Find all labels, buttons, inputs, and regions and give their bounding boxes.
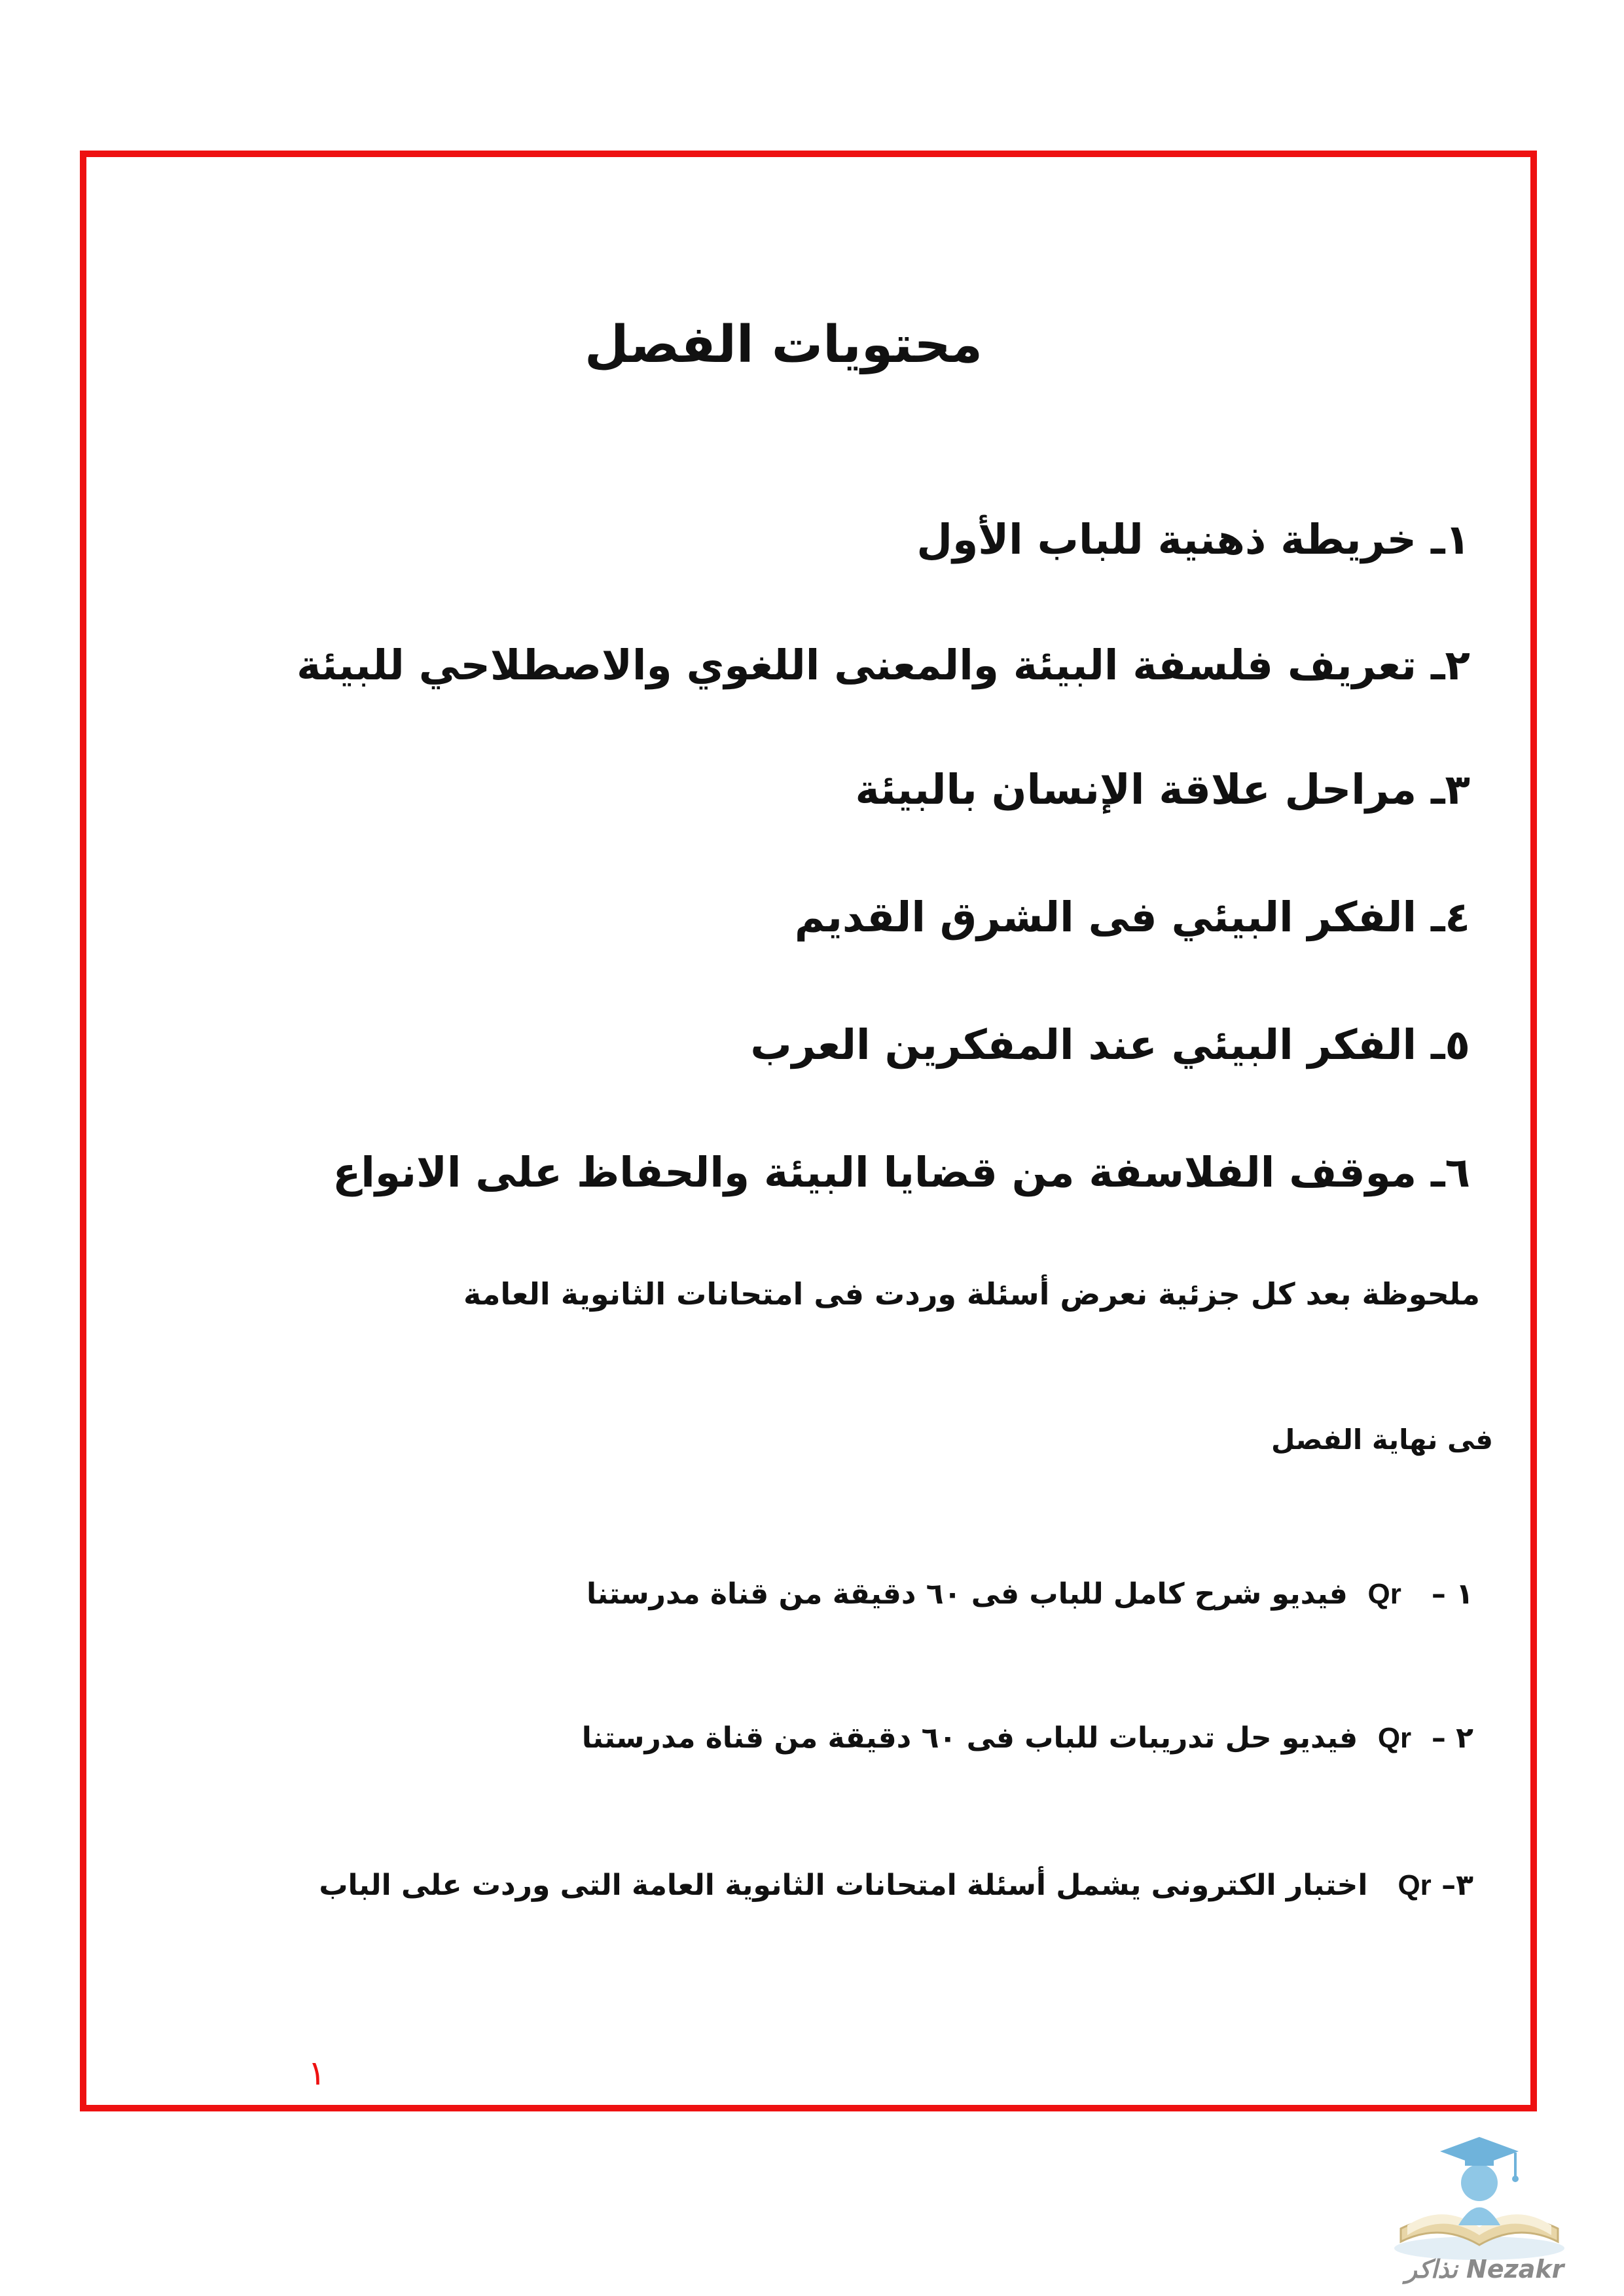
qr-code-label: Qr [1398, 1869, 1432, 1901]
contents-item-6: ٦ـ موقف الفلاسفة من قضايا البيئة والحفاظ على الانواع [333, 1149, 1470, 1196]
qr-item-2 [582, 1721, 1473, 1755]
qr-item-text: فيديو شرح كامل للباب فى ٦٠ دقيقة من قناة مدرستنا [586, 1577, 1348, 1611]
qr-code-label: Qr [1377, 1722, 1412, 1754]
contents-item-1: ١ـ خريطة ذهنية للباب الأول [916, 516, 1470, 564]
contents-item-2: ٢ـ تعريف فلسفة البيئة والمعنى اللغوي والاصطلاحي للبيئة [297, 641, 1470, 689]
qr-code-label: Qr [1367, 1578, 1401, 1610]
qr-item-text: فيديو حل تدريبات للباب فى ٦٠ دقيقة من قناة مدرستنا [581, 1721, 1358, 1755]
contents-item-4: ٤ـ الفكر البيئي فى الشرق القديم [794, 893, 1470, 941]
qr-item-number: ١ – [1431, 1577, 1473, 1611]
watermark-text: نذاكر Nezakr [1405, 2255, 1564, 2284]
qr-item-text: اختبار الكترونى يشمل أسئلة امتحانات الثانوية العامة التى وردت على الباب [319, 1869, 1368, 1902]
qr-item-3 [319, 1869, 1473, 1902]
end-section-title: فى نهاية الفصل [1271, 1424, 1493, 1456]
qr-item-number: ٣– [1441, 1869, 1473, 1902]
contents-item-5: ٥ـ الفكر البيئي عند المفكرين العرب [750, 1021, 1470, 1069]
qr-item-1 [586, 1577, 1473, 1611]
note-text: ملحوظة بعد كل جزئية نعرض أسئلة وردت فى امتحانات الثانوية العامة [463, 1276, 1480, 1312]
section-heading: محتويات الفصل [584, 315, 983, 374]
page-border-frame [80, 151, 1537, 2111]
qr-item-number: ٢ – [1431, 1721, 1473, 1755]
page-number: ١ [308, 2054, 326, 2093]
contents-item-3: ٣ـ مراحل علاقة الإنسان بالبيئة [855, 766, 1470, 814]
